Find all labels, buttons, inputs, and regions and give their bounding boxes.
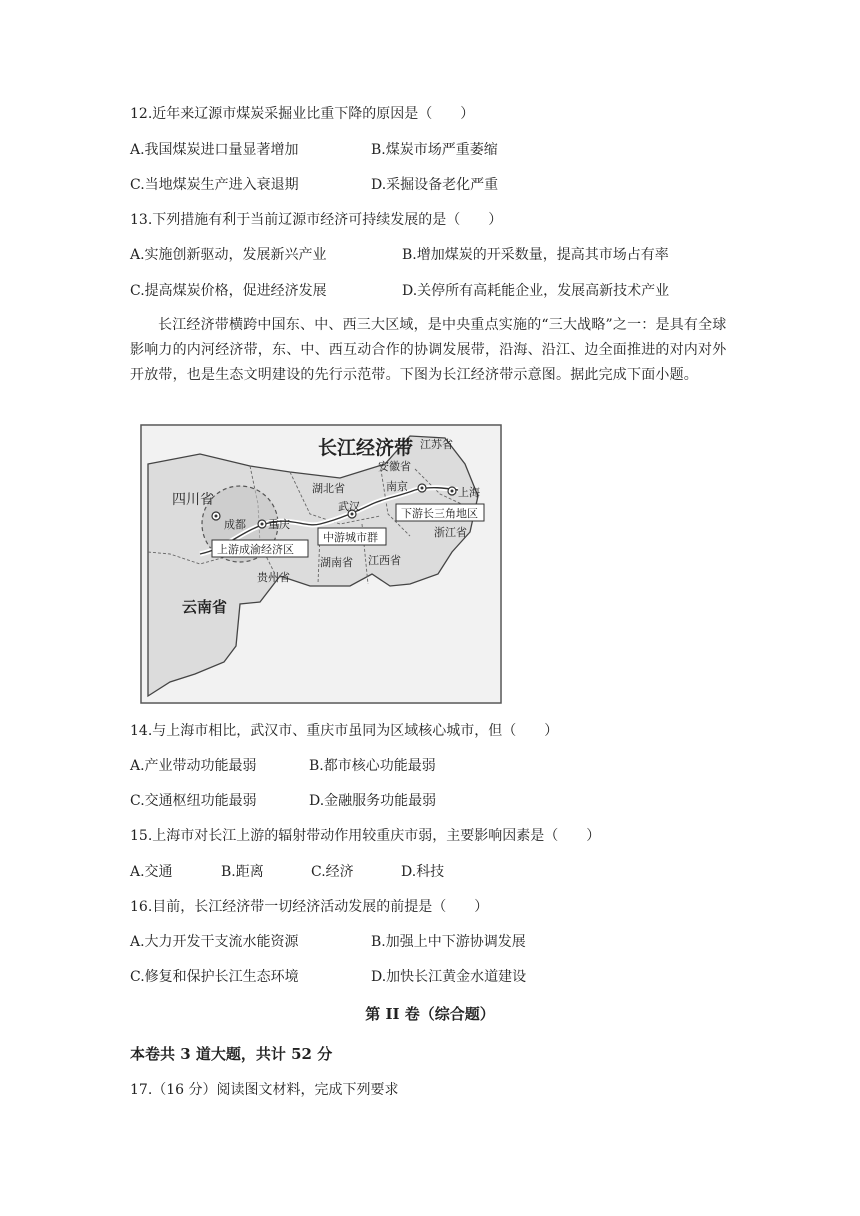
question-13-stem: 13.下列措施有利于当前辽源市经济可持续发展的是（ ） — [130, 212, 503, 228]
label-upstream-region: 上游成渝经济区 — [217, 544, 294, 556]
shanghai-dot — [451, 490, 454, 493]
yangtze-economic-belt-map — [140, 424, 502, 704]
label-hubei: 湖北省 — [312, 483, 345, 495]
question-17-stem: 17.（16 分）阅读图文材料，完成下列要求 — [130, 1082, 399, 1098]
question-12-option-d: D.采掘设备老化严重 — [371, 177, 499, 193]
question-16-stem: 16.目前，长江经济带一切经济活动发展的前提是（ ） — [130, 899, 489, 915]
map-svg — [140, 424, 502, 704]
question-12-option-a: A.我国煤炭进口量显著增加 — [130, 142, 299, 158]
question-16-option-a: A.大力开发干支流水能资源 — [130, 934, 299, 950]
question-12-stem: 12.近年来辽源市煤炭采掘业比重下降的原因是（ ） — [130, 106, 475, 122]
passage-text: 长江经济带横跨中国东、中、西三大区域，是中央重点实施的“三大战略”之一：是具有全球影响力的内河经济带，东、中、西互动合作的协调发展带，沿海、沿江、边全面推进的对内对外开放带，也是生态文明建设的先行示范带。下图为长江经济带示意图。据此完成下面小题。 — [130, 317, 727, 383]
label-sichuan: 四川省 — [172, 491, 214, 507]
label-guizhou: 贵州省 — [257, 572, 290, 584]
nanjing-dot — [421, 487, 424, 490]
label-midstream-region: 中游城市群 — [323, 532, 378, 544]
question-13-option-a: A.实施创新驱动，发展新兴产业 — [130, 247, 327, 263]
chengdu-dot — [215, 515, 218, 518]
label-wuhan: 武汉 — [338, 501, 360, 513]
question-12-option-c: C.当地煤炭生产进入衰退期 — [130, 177, 299, 193]
question-14-option-a: A.产业带动功能最弱 — [130, 758, 257, 774]
question-15-option-d: D.科技 — [401, 864, 445, 880]
label-shanghai: 上海 — [458, 487, 480, 499]
question-16-option-d: D.加快长江黄金水道建设 — [371, 969, 527, 985]
section-2-note: 本卷共 3 道大题，共计 52 分 — [130, 1045, 333, 1063]
question-14-option-d: D.金融服务功能最弱 — [309, 793, 437, 809]
question-12-option-b: B.煤炭市场严重萎缩 — [371, 142, 498, 158]
label-chongqing: 重庆 — [268, 519, 290, 531]
question-14-option-c: C.交通枢纽功能最弱 — [130, 793, 257, 809]
question-16-option-c: C.修复和保护长江生态环境 — [130, 969, 299, 985]
question-15-option-b: B.距离 — [221, 864, 264, 880]
label-jiangxi: 江西省 — [368, 555, 401, 567]
question-14-option-b: B.都市核心功能最弱 — [309, 758, 436, 774]
question-14-stem: 14.与上海市相比，武汉市、重庆市虽同为区域核心城市，但（ ） — [130, 723, 559, 739]
question-15-option-c: C.经济 — [311, 864, 354, 880]
label-chengdu: 成都 — [224, 519, 246, 531]
question-13-option-d: D.关停所有高耗能企业，发展高新技术产业 — [402, 283, 670, 299]
question-13-option-b: B.增加煤炭的开采数量，提高其市场占有率 — [402, 247, 669, 263]
label-yunnan: 云南省 — [182, 599, 228, 616]
question-16-option-b: B.加强上中下游协调发展 — [371, 934, 526, 950]
passage — [130, 313, 730, 388]
section-2-title: 第 II 卷（综合题） — [365, 1005, 495, 1023]
question-15-stem: 15.上海市对长江上游的辐射带动作用较重庆市弱，主要影响因素是（ ） — [130, 828, 601, 844]
label-zhejiang: 浙江省 — [434, 527, 467, 539]
label-anhui: 安徽省 — [378, 461, 411, 473]
question-15-option-a: A.交通 — [130, 864, 173, 880]
label-jiangsu: 江苏省 — [420, 439, 453, 451]
label-nanjing: 南京 — [386, 481, 408, 493]
chongqing-dot — [261, 523, 264, 526]
label-hunan: 湖南省 — [320, 557, 353, 569]
map-title: 长江经济带 — [318, 438, 414, 459]
question-13-option-c: C.提高煤炭价格，促进经济发展 — [130, 283, 327, 299]
label-downstream-region: 下游长三角地区 — [401, 508, 478, 520]
